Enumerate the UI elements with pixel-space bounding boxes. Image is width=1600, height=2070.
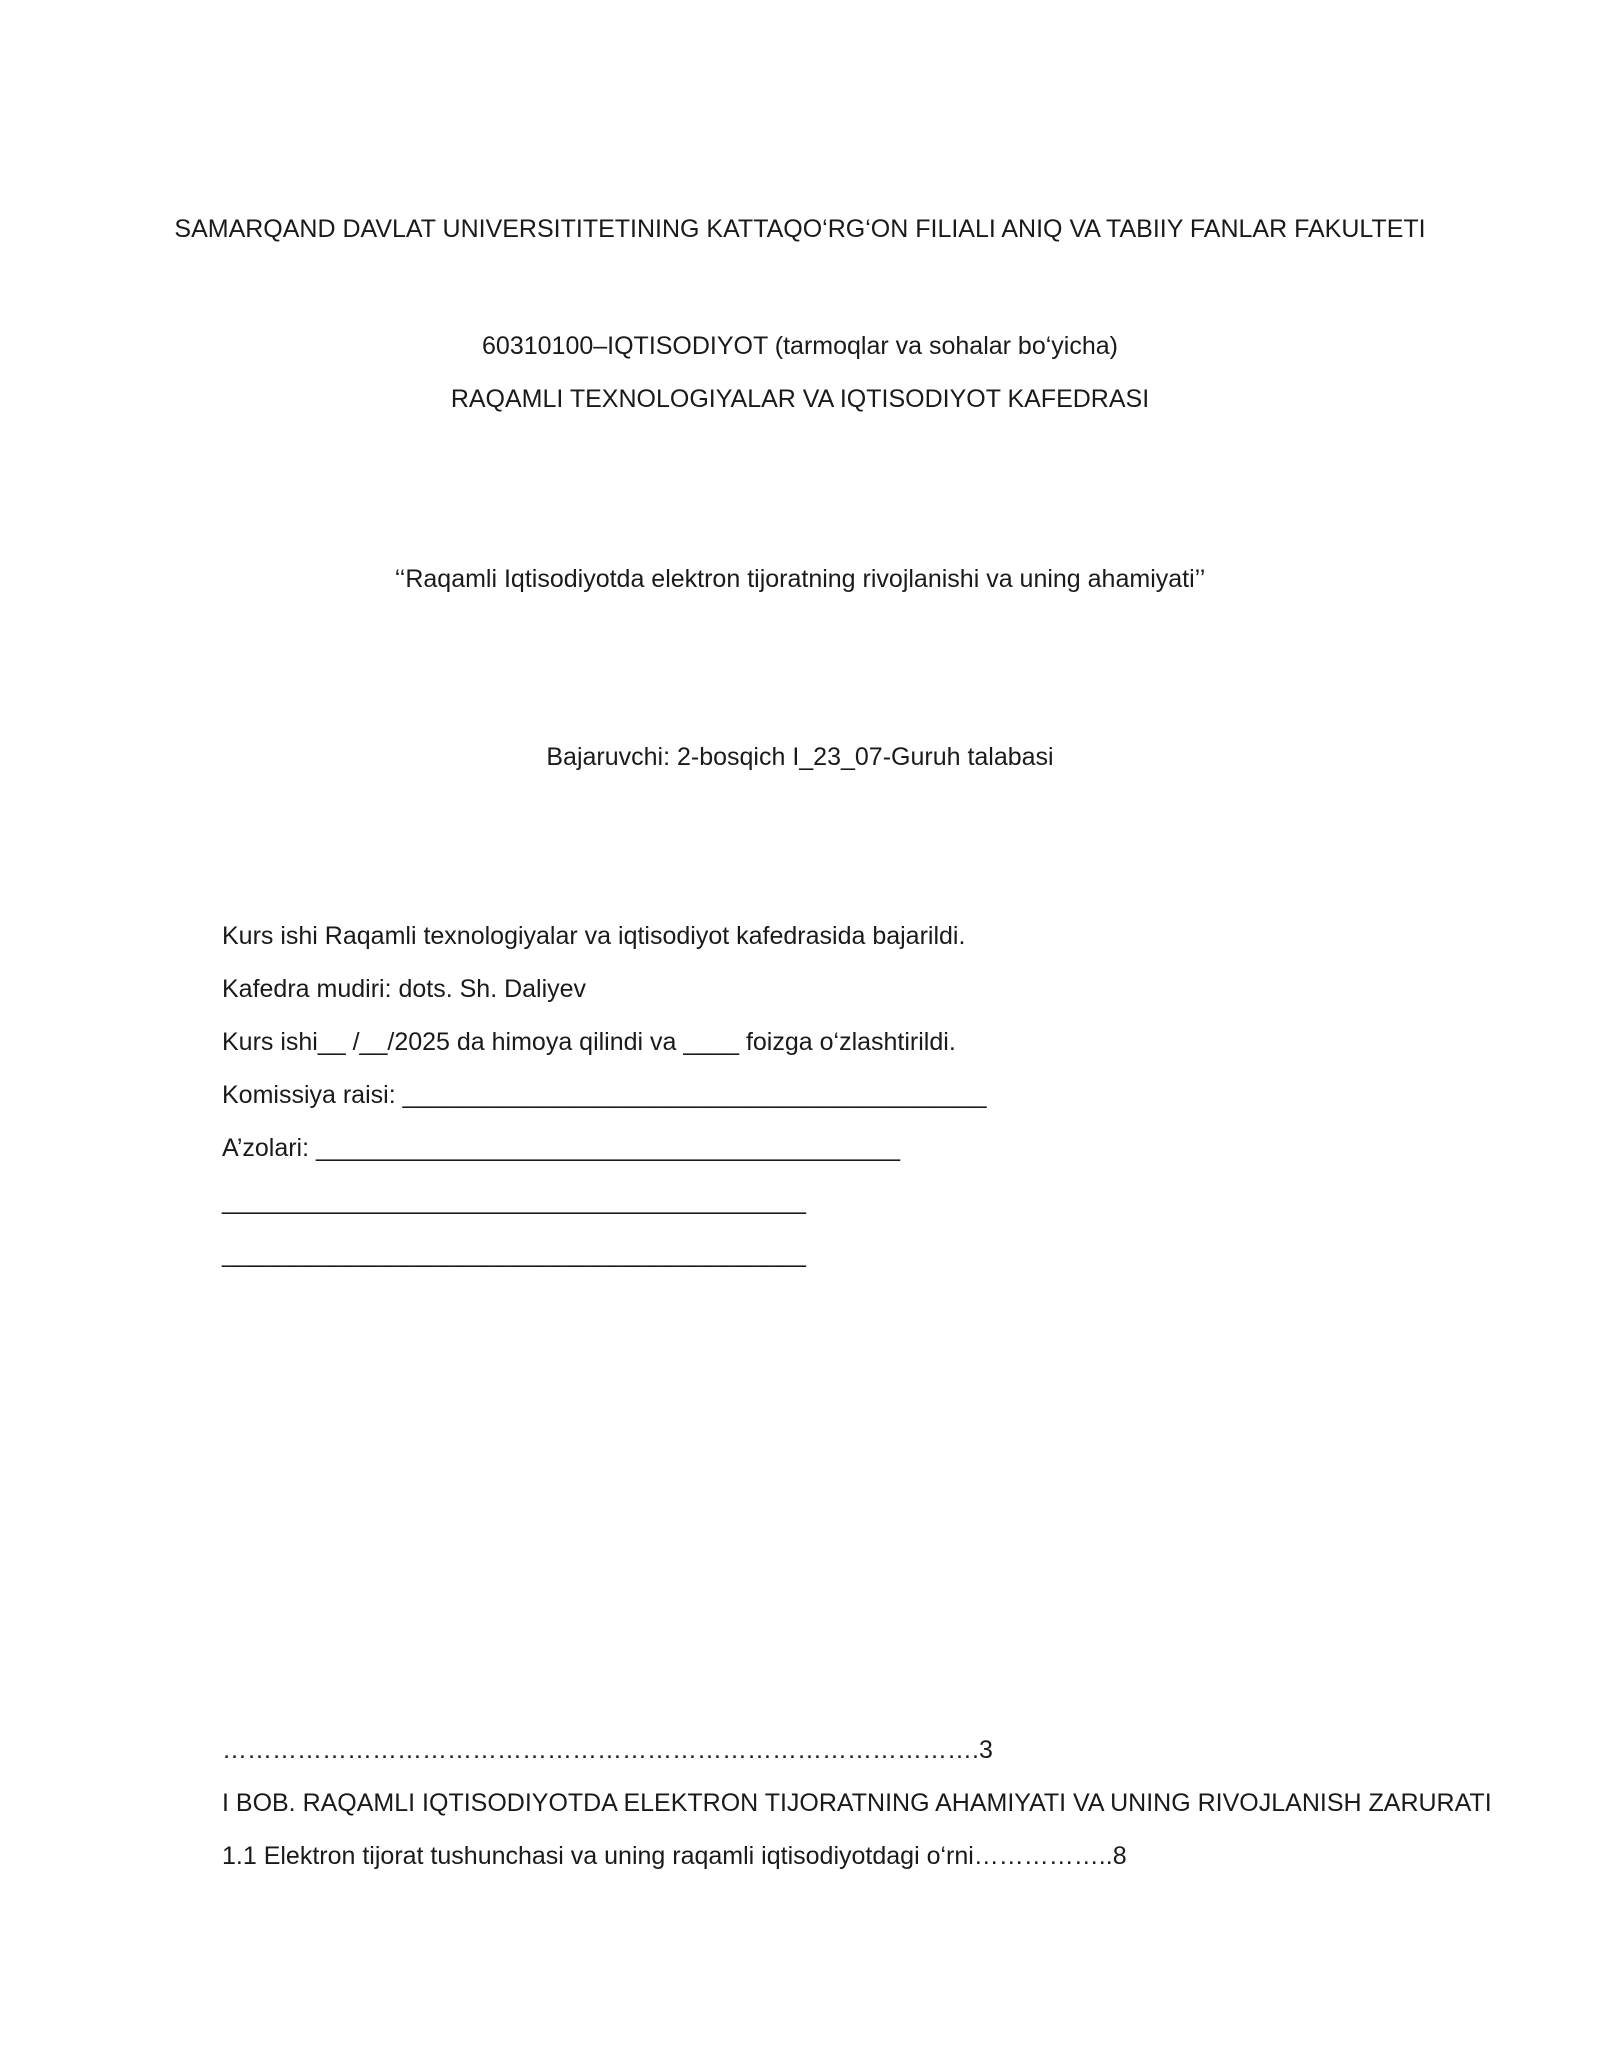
commission-members-line: A’zolari: __________________________________________ (222, 1134, 900, 1162)
document-title: ‘‘Raqamli Iqtisodiyotda elektron tijoratning rivojlanishi va uning ahamiyati’’ (394, 565, 1206, 593)
department-heading: RAQAMLI TEXNOLOGIYALAR VA IQTISODIYOT KAFEDRASI (450, 385, 1150, 413)
department-head-line: Kafedra mudiri: dots. Sh. Daliyev (222, 975, 587, 1003)
member-signature-line: __________________________________________ (222, 1240, 806, 1268)
completed-at-line: Kurs ishi Raqamli texnologiyalar va iqtisodiyot kafedrasida bajarildi. (222, 922, 966, 950)
toc-intro-entry: ……………………………………………………………………………….3 (222, 1736, 993, 1764)
toc-chapter-entry: I BOB. RAQAMLI IQTISODIYOTDA ELEKTRON TIJORATNING AHAMIYATI VA UNING RIVOJLANISH ZARURATI (222, 1789, 1492, 1817)
performer-line: Bajaruvchi: 2-bosqich I_23_07-Guruh talabasi (546, 743, 1054, 771)
defense-date-line: Kurs ishi__ /__/2025 da himoya qilindi va ____ foizga o‘zlashtirildi. (222, 1028, 956, 1056)
commission-chairman-line: Komissiya raisi: __________________________________________ (222, 1081, 987, 1109)
university-heading: SAMARQAND DAVLAT UNIVERSITITETINING KATTAQO‘RG‘ON FILIALI ANIQ VA TABIIY FANLAR FAKULTETI (174, 215, 1426, 243)
member-signature-line: __________________________________________ (222, 1187, 806, 1215)
specialty-heading: 60310100–IQTISODIYOT (tarmoqlar va sohalar bo‘yicha) (482, 332, 1118, 360)
toc-section-entry: 1.1 Elektron tijorat tushunchasi va uning raqamli iqtisodiyotdagi o‘rni……………..8 (222, 1842, 1127, 1870)
